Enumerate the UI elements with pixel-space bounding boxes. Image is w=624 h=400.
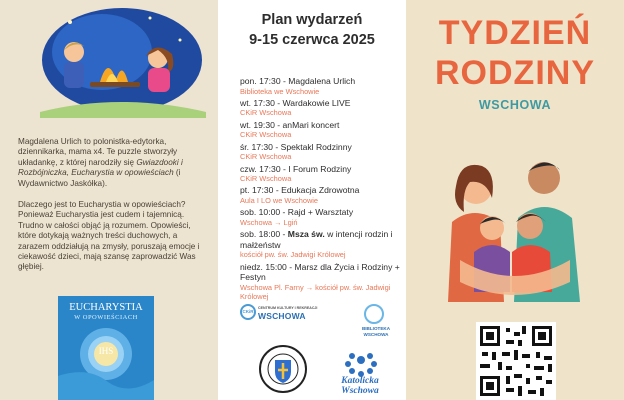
event-location: CKiR Wschowa — [240, 174, 292, 184]
book-subtitle: W OPOWIEŚCIACH — [74, 314, 138, 321]
schedule-dates: 9-15 czerwca 2025 — [249, 32, 375, 48]
library-logo-line2: WSCHOWA — [363, 331, 389, 337]
event-title — [240, 229, 404, 250]
event-item — [240, 229, 404, 259]
event-location: Wschowa Pl. Farny → kościół pw. św. Jadwigi Królowej — [240, 282, 391, 301]
event-title: śr. 17:30 - Spektakl Rodzinny — [240, 141, 352, 152]
event-item — [240, 98, 404, 118]
event-location: CKiR Wschowa — [240, 152, 292, 162]
library-logo-text — [357, 326, 395, 337]
book-description: Dlaczego jest to Eucharystia w opowieściach? Ponieważ Eucharystia jest cudem i tajemnicą. Trudno w całości objąć ją rozumem. Opowieści, które dotykają ważnych treści duchowych, a zarazem oddziałują na zmysły, poruszają emocje i ciekawość dzieci, mają szansę zaprowadzić Was głębiej. — [18, 200, 200, 272]
event-item — [240, 120, 404, 140]
event-item — [240, 142, 404, 162]
bio-books: Gwiazdooki i Rozbójniczka, Eucharystia w opowieściach — [18, 157, 183, 178]
event-location: Wschowa → Lgiń — [240, 217, 298, 227]
event-location: CKiR Wschowa — [240, 130, 292, 140]
event-item — [240, 164, 404, 184]
library-logo-mark — [364, 304, 384, 324]
left-panel — [0, 0, 218, 400]
event-item — [240, 76, 404, 96]
family-illustration — [430, 142, 598, 302]
cover-title-line2: RODZINY — [435, 54, 595, 92]
schedule-title: Plan wydarzeń — [261, 12, 363, 28]
event-item — [240, 207, 404, 227]
event-title: pt. 17:30 - Edukacja Zdrowotna — [240, 185, 360, 196]
event-list — [240, 76, 404, 303]
event-item — [240, 185, 404, 205]
partner-logos — [240, 304, 391, 337]
book-cover — [58, 296, 154, 400]
katolicka-line1: Katolicka — [341, 376, 379, 386]
author-bio — [18, 137, 200, 189]
event-title: wt. 17:30 - Wardakowie LIVE — [240, 97, 351, 108]
book-title: EUCHARYSTIA — [69, 302, 143, 313]
event-title-suffix: w intencji rodzin i małżeństw — [240, 229, 393, 250]
cover-title-line1: TYDZIEŃ — [438, 14, 592, 52]
event-location: kościół pw. św. Jadwigi Królowej — [240, 250, 346, 260]
event-location: Aula I LO we Wschowie — [240, 196, 319, 206]
qr-code[interactable] — [476, 322, 556, 400]
children-campfire-illustration — [30, 0, 208, 118]
cover-panel — [406, 0, 624, 400]
event-location: CKiR Wschowa — [240, 108, 292, 118]
event-title: wt. 19:30 - anMari koncert — [240, 119, 340, 130]
ckir-logo-subtitle: CENTRUM KULTURY I REKREACJI — [258, 306, 318, 310]
ckir-logo-name: WSCHOWA — [258, 311, 306, 321]
event-title-bold: Msza św. — [287, 229, 325, 240]
katolicka-wschowa-logo-text — [330, 376, 390, 396]
library-logo-line1: BIBLIOTEKA — [361, 326, 391, 331]
schedule-panel — [218, 0, 406, 400]
event-title-prefix: sob. 18:00 - — [240, 229, 288, 240]
event-item — [240, 262, 404, 301]
cover-city: WSCHOWA — [478, 98, 552, 112]
powiat-seal-logo — [258, 344, 308, 394]
event-title: niedz. 15:00 - Marsz dla Życia i Rodziny + Festyn — [240, 261, 400, 283]
event-title: czw. 17:30 - I Forum Rodziny — [240, 163, 352, 174]
ckir-logo-mark: CKiR — [240, 304, 256, 320]
event-title: pon. 17:30 - Magdalena Urlich — [240, 76, 356, 86]
katolicka-line2: Wschowa — [341, 386, 379, 396]
event-location: Biblioteka we Wschowie — [240, 86, 320, 96]
bio-end: (i Wydawnictwo Jaskółka). — [18, 168, 181, 188]
bio-text: Magdalena Urlich to polonistka-edytorka, dziennikarka, mama x4. Te puzzle stworzyły układankę, z której narodziły się — [18, 137, 178, 167]
book-ihs: IHS — [98, 346, 114, 356]
event-title: sob. 10:00 - Rajd + Warsztaty — [240, 207, 354, 218]
